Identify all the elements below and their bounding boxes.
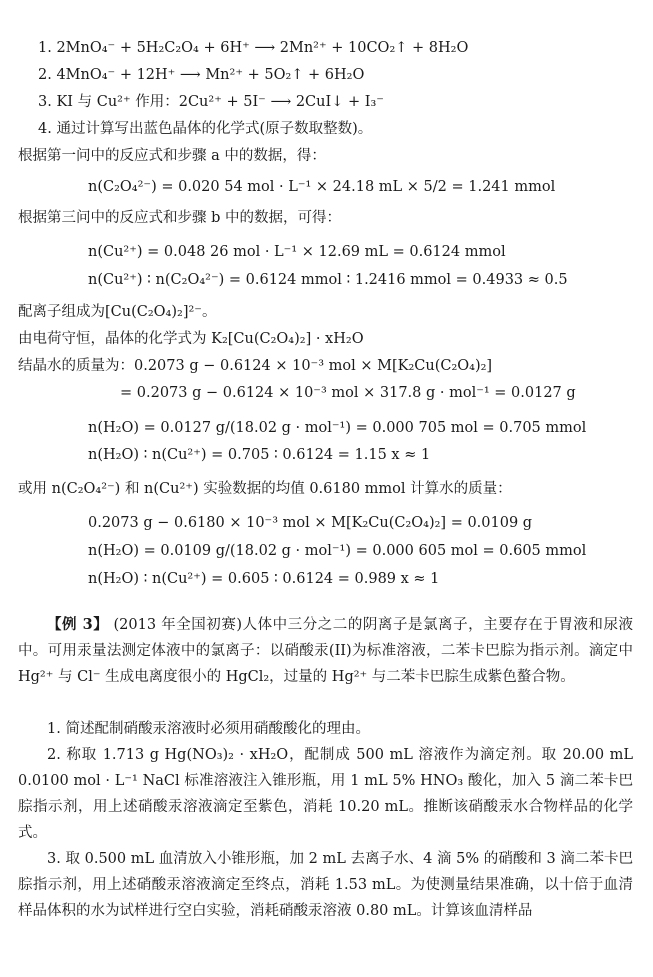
alt-water-ratio: n(H₂O) ∶ n(Cu²⁺) = 0.605 ∶ 0.6124 = 0.989 x ≈ 1 xyxy=(88,571,440,587)
equation-oxalate: n(C₂O₄²⁻) = 0.020 54 mol · L⁻¹ × 24.18 mL × 5/2 = 1.241 mmol xyxy=(88,179,556,195)
step-a-intro: 根据第一问中的反应式和步骤 a 中的数据，得： xyxy=(18,148,326,164)
step-b-intro: 根据第三问中的反应式和步骤 b 中的数据，可得： xyxy=(18,210,341,226)
example-intro-text: (2013 年全国初赛)人体中三分之二的阴离子是氯离子，主要存在于胃液和尿液中。可用汞量法测定体液中的氯离子：以硝酸汞(II)为标准溶液，二苯卡巴腙为指示剂。滴定中 Hg²⁺ 与 Cl⁻ 生成电离度很小的 HgCl₂，过量的 Hg²⁺ 与二苯卡巴腙生成紫色螯合物。 xyxy=(18,617,634,685)
complex-ion: 配离子组成为[Cu(C₂O₄)₂]²⁻。 xyxy=(18,304,217,320)
example-3-intro xyxy=(18,612,633,690)
alt-water-mass: 0.2073 g − 0.6180 × 10⁻³ mol × M[K₂Cu(C₂O₄)₂] = 0.0109 g xyxy=(88,515,533,531)
water-mass-1: 结晶水的质量为：0.2073 g − 0.6124 × 10⁻³ mol × M[K₂Cu(C₂O₄)₂] xyxy=(18,358,493,374)
reaction-2: 2. 4MnO₄⁻ + 12H⁺ ⟶ Mn²⁺ + 5O₂↑ + 6H₂O xyxy=(38,67,365,83)
question-4: 4. 通过计算写出蓝色晶体的化学式(原子数取整数)。 xyxy=(38,121,373,137)
reaction-1: 1. 2MnO₄⁻ + 5H₂C₂O₄ + 6H⁺ ⟶ 2Mn²⁺ + 10CO₂↑ + 8H₂O xyxy=(38,40,469,56)
water-mass-2: = 0.2073 g − 0.6124 × 10⁻³ mol × 317.8 g · mol⁻¹ = 0.0127 g xyxy=(120,385,576,401)
example-3-q1: 1. 简述配制硝酸汞溶液时必须用硝酸酸化的理由。 xyxy=(47,721,370,737)
water-moles: n(H₂O) = 0.0127 g/(18.02 g · mol⁻¹) = 0.000 705 mol = 0.705 mmol xyxy=(88,420,587,436)
example-3-q2: 2. 称取 1.713 g Hg(NO₃)₂ · xH₂O，配制成 500 mL 溶液作为滴定剂。取 20.00 mL 0.0100 mol · L⁻¹ NaCl 标准溶液注入锥形瓶，用 1 mL 5% HNO₃ 酸化，加入 5 滴二苯卡巴腙指示剂，用上述硝酸汞溶液滴定至紫色，消耗 10.20 mL。推断该硝酸汞水合物样品的化学式。 xyxy=(18,747,633,841)
water-ratio: n(H₂O) ∶ n(Cu²⁺) = 0.705 ∶ 0.6124 = 1.15 x ≈ 1 xyxy=(88,447,431,463)
equation-ratio: n(Cu²⁺) ∶ n(C₂O₄²⁻) = 0.6124 mmol ∶ 1.2416 mmol = 0.4933 ≈ 0.5 xyxy=(88,272,568,288)
example-3-q3: 3. 取 0.500 mL 血清放入小锥形瓶，加 2 mL 去离子水、4 滴 5% 的硝酸和 3 滴二苯卡巴腙指示剂，用上述硝酸汞溶液滴定至终点，消耗 1.53 mL。为使测量结果准确，以十倍于血清样品体积的水为试样进行空白实验，消耗硝酸汞溶液 0.80 mL。计算该血清样品 xyxy=(18,851,633,919)
crystal-formula: 由电荷守恒，晶体的化学式为 K₂[Cu(C₂O₄)₂] · xH₂O xyxy=(18,331,364,347)
reaction-3: 3. KI 与 Cu²⁺ 作用：2Cu²⁺ + 5I⁻ ⟶ 2CuI↓ + I₃⁻ xyxy=(38,94,384,110)
alt-method-intro: 或用 n(C₂O₄²⁻) 和 n(Cu²⁺) 实验数据的均值 0.6180 mmol 计算水的质量： xyxy=(18,481,512,497)
alt-water-moles: n(H₂O) = 0.0109 g/(18.02 g · mol⁻¹) = 0.000 605 mol = 0.605 mmol xyxy=(88,543,587,559)
equation-copper: n(Cu²⁺) = 0.048 26 mol · L⁻¹ × 12.69 mL = 0.6124 mmol xyxy=(88,244,506,260)
example-tag: 【例 3】 xyxy=(47,616,109,633)
